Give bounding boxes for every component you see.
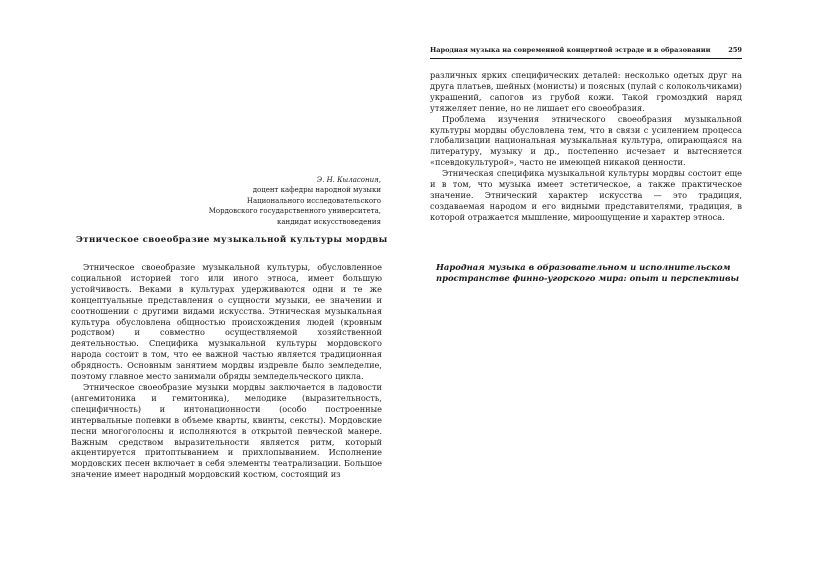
paragraph: Этническое своеобразие музыки мордвы заключается в ладовости (ангемитоника и гемитоника), мелодике (выразительность, специфичность) и интонационности (особо построенные интервальные попевки в объеме кварты, квинты, сексты). Мордовские песни многоголосны и исполняются в открытой певческой манере. Важным средством выразительности является ритм, который акцентируется притоптыванием и прихлопыванием. Исполнение мордовских песен включает в себя элементы театрализации. Большое значение имеет народный мордовский костюм, состоящий из — [71, 381, 382, 480]
author-position-line: Национального исследовательского — [246, 196, 381, 205]
running-head-title: Народная музыка на современной концертной эстраде и в образовании — [430, 46, 711, 54]
page-number: 259 — [728, 46, 742, 54]
paragraph: Проблема изучения этнического своеобразия музыкальной культуры мордвы обусловлена тем, что в связи с усилением процесса глобализации национальная музыкальная культура, опирающаяся на литературу, музыку и др., постепенно исчезает и вытесняется «псевдокультурой», часто не имеющей никакой ценности. — [430, 113, 742, 168]
paragraph: различных ярких специфических деталей: несколько одетых друг на друга платьев, шейных (монисты) и поясных (пулай с колокольчиками) украшений, сапогов из грубой кожи. Такой громоздкий наряд утяжеляет пение, но не лишает его своеобразия. — [430, 70, 742, 113]
section-heading: Народная музыка в образовательном и исполнительском пространстве финно-угорского мира: опыт и перспективы — [436, 262, 739, 283]
right-page — [410, 0, 820, 580]
left-body-text — [71, 262, 382, 480]
author-name: Э. Н. Кыласония, — [316, 176, 381, 184]
running-head — [430, 46, 742, 54]
header-rule — [430, 58, 742, 59]
right-body-text — [430, 70, 742, 223]
paragraph: Этническое своеобразие музыкальной культуры, обусловленное социальной историей того или иного этноса, имеет большую устойчивость. Веками в культурах удерживаются одни и те же концептуальные представления о сущности музыки, ее значении и соотношении с другими видами искусства. Этническая музыкальная культура обусловлена общностью происхождения людей (кровным родством) и совместно осуществляемой хозяйственной деятельностью. Специфика музыкальной культуры мордовского народа состоит в том, что ее важной частью является традиционная обрядность. Основным занятием мордвы издревле было земледелие, поэтому главное место занимали обряды земледельческого цикла. — [71, 262, 382, 382]
author-position-line: Мордовского государственного университета, — [208, 207, 381, 216]
article-title: Этническое своеобразие музыкальной культуры мордвы — [76, 235, 388, 245]
author-block — [120, 175, 381, 227]
paragraph: Этническая специфика музыкальной культуры мордвы состоит еще и в том, что музыка имеет эстетическое, а также практическое значение. Этнический характер искусства — это традиция, создаваемая народом и его видными представителями, традиция, в которой отражается мышление, мироощущение и характер этноса. — [430, 168, 742, 222]
author-position-line: кандидат искусствоведения — [276, 217, 381, 226]
author-position-line: доцент кафедры народной музыки — [252, 186, 381, 195]
